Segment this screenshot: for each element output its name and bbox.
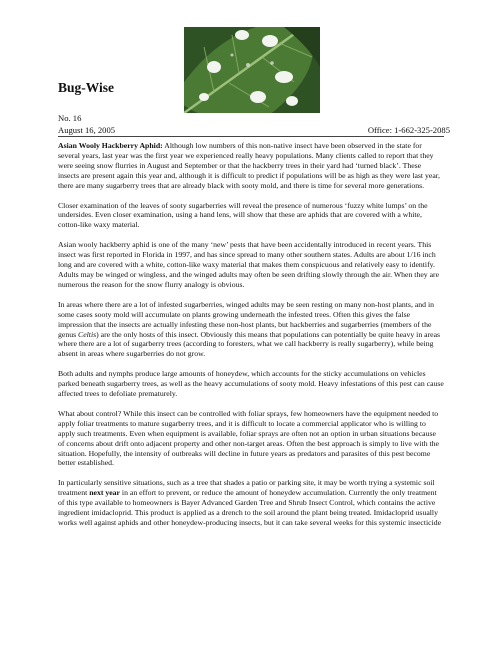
issue-date: August 16, 2005	[58, 125, 116, 135]
article-heading: Asian Wooly Hackberry Aphid:	[58, 141, 163, 150]
paragraph-treatment-text-b: in an effort to prevent, or reduce the amount of honeydew accumulation. Currently the only treatment of this type available to homeowners is Bayer Advanced Garden Tree and Shrub Insect Control, which contains the active ingredient imidacloprid. This product is applied as a drench to the soil around the plant being treated. Imidacloprid usually works well against aphids and other honeydew-producing insects, but it can take several weeks for this systemic insecticide	[58, 488, 442, 527]
office-phone: Office: 1-662-325-2085	[367, 125, 450, 135]
paragraph-description: Asian wooly hackberry aphid is one of the many ‘new’ pests that have been accidentally introduced in recent years. This insect was first reported in Florida in 1997, and has since spread to many other southern states. Adults are about 1/16 inch long and are covered with a white, cotton-like waxy material that makes them conspicuous and relatively easy to identify. Adults may be winged or wingless, and the winged adults may often be seen drifting slowly through the air. When they are numerous the reason for the snow flurry analogy is obvious.	[58, 240, 440, 289]
paragraph-hosts	[58, 300, 444, 359]
paragraph-examination: Closer examination of the leaves of sooty sugarberries will reveal the presence of numerous ‘fuzzy white lumps’ on the undersides. Even closer examination, using a hand lens, will show that these are aphids that are covered with a white, cotton-like waxy material.	[58, 200, 428, 230]
paragraph-control: What about control? While this insect can be controlled with foliar sprays, few homeowners have the equipment needed to apply foliar treatments to mature sugarberry trees, and it is difficult to locate a commercial applicator who is willing to apply such treatments. Even when equipment is available, foliar sprays are often not an option in urban situations because of concerns about drift onto adjacent property and other non-target areas. Often the best approach is simply to live with the situation. Hopefully, the intensity of outbreaks will decline in future years as predators and parasites of this pest become better established.	[58, 408, 439, 468]
paragraph-honeydew: Both adults and nymphs produce large amounts of honeydew, which accounts for the sticky accumulations on vehicles parked beneath sugarberry trees, as well as the heavy accumulations of sooty mold. Heavy infestations of this pest can cause affected trees to defoliate prematurely.	[58, 369, 444, 399]
paragraph-hosts-text-a: In areas where there are a lot of infested sugarberries, winged adults may be seen resting on many non-host plants, and in some cases sooty mold will accumulate on plants growing underneath the infested trees. Often this gives the false impression that the insects are actually infesting these non-host plants, but hackberries and sugarberries (members of the genus	[58, 299, 434, 339]
paragraph-treatment-text-a: In particularly sensitive situations, such as a tree that shades a patio or parking site, it may be worth trying a systemic soil treatment	[58, 478, 435, 498]
header-divider	[58, 136, 444, 137]
paragraph-treatment	[58, 478, 444, 528]
newsletter-title: Bug-Wise	[58, 80, 115, 95]
emphasis-next-year: next year	[89, 488, 120, 498]
issue-number: No. 16	[58, 113, 82, 123]
paragraph-hosts-text-b: ) are the only hosts of this insect. Obviously this means that populations can potentially be quite heavy in areas where there are a lot of sugarberry trees (according to foresters, what we call hackberry is really sugarberry), while being absent in areas where sugarberries do not grow.	[58, 329, 441, 359]
paragraph-intro	[58, 141, 444, 191]
aphid-leaf-photo	[184, 27, 320, 113]
aphid-leaf-photo-icon	[184, 27, 320, 113]
genus-name: Celtis	[78, 329, 97, 339]
article-body	[58, 141, 444, 538]
paragraph-intro-text: Although low numbers of this non-native insect have been observed in the state for several years, last year was the first year we experienced really heavy populations. Many clients called to report that they were seeing snow flurries in August and September or that the hackberry trees in their yard had ‘turned black’. These insects are present again this year and, although it is difficult to predict if populations will be as high as they were last year, there are many sugarberry trees that are already black with sooty mold, and there is time for several more generations.	[58, 141, 440, 190]
